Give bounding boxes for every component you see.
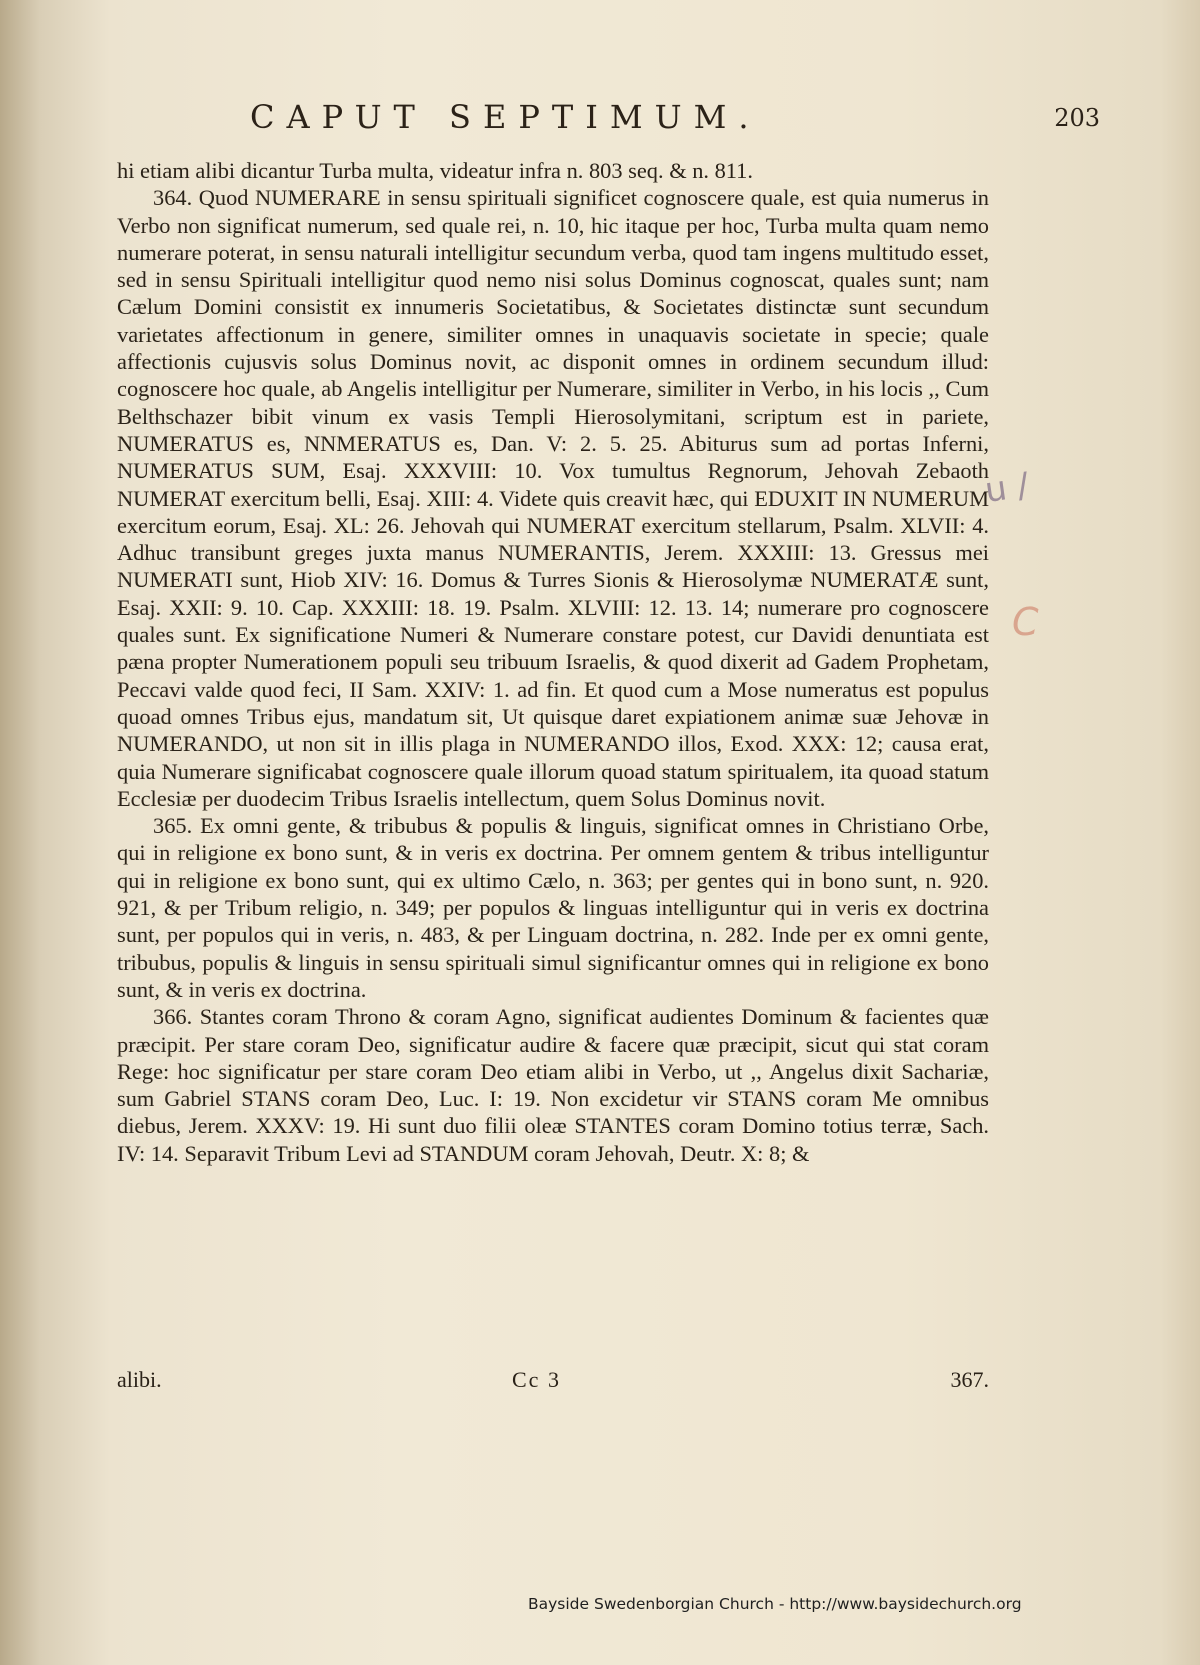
scan-credit: Bayside Swedenborgian Church - http://www.baysidechurch.org bbox=[528, 1595, 1022, 1613]
catchword: 367. bbox=[950, 1367, 989, 1392]
paragraph-366: 366. Stantes coram Throno & coram Agno, significat audientes Dominum & facientes quæ præcipit. Per stare coram Deo, significatur audire & facere quæ præcipit, sicut qui stat coram Rege: hoc significatur per stare coram Deo etiam alibi in Verbo, ut ,, Angelus dixit Sachariæ, sum Gabriel STANS coram Deo, Luc. I: 19. Non excidetur vir STANS coram Me omnibus diebus, Jerem. XXXV: 19. Hi sunt duo filii oleæ STANTES coram Domino totius terræ, Sach. IV: 14. Separavit Tribum Levi ad STANDUM coram Jehovah, Deutr. X: 8; & bbox=[117, 1004, 989, 1166]
page-number: 203 bbox=[1054, 104, 1100, 132]
margin-pencil-letter: C bbox=[1012, 600, 1039, 644]
signature-mark: Cc 3 bbox=[512, 1367, 561, 1392]
page-header bbox=[150, 98, 1100, 148]
margin-pencil-note: u / bbox=[982, 465, 1032, 511]
paragraph-365: 365. Ex omni gente, & tribubus & populis & linguis, significat omnes in Christiano Orbe, qui in religione ex bono sunt, & in veris ex doctrina. Per omnem gentem & tribus intelliguntur qui in religione ex bono sunt, qui ex ultimo Cælo, n. 363; per gentes qui in bono sunt, n. 920. 921, & per Tribum religio, n. 349; per populos & linguas intelliguntur qui in veris ex doctrina sunt, per populos qui in veris, n. 483, & per Linguam doctrina, n. 282. Inde per ex omni gente, tribubus, populis & linguis in sensu spirituali simul significantur omnes qui in religione ex bono sunt, & in veris ex doctrina. bbox=[117, 813, 989, 1002]
footer-left-word: alibi. bbox=[117, 1367, 162, 1392]
page-footer bbox=[117, 1367, 989, 1397]
body-text bbox=[117, 157, 989, 1167]
paragraph-364: 364. Quod NUMERARE in sensu spirituali significet cognoscere quale, est quia numerus in Verbo non significat numerum, sed quale rei, n. 10, hic itaque per hoc, Turba multa quam nemo numerare poterat, in sensu naturali intelligitur secundum verba, quod tam ingens multitudo esset, sed in sensu Spirituali intelligitur quod nemo nisi solus Dominus cognoscat, quales sunt; nam Cælum Domini consistit ex innumeris Societatibus, & Societates distinctæ sunt secundum varietates affectionum in genere, similiter omnes in unaquavis societate in specie; quale affectionis cujusvis solus Dominus novit, ac disponit omnes in ordinem secundum illud: cognoscere hoc quale, ab Angelis intelligitur per Numerare, similiter in Verbo, in his locis ,, Cum Belthschazer bibit vinum ex vasis Templi Hierosolymitani, scriptum est in pariete, NUMERATUS es, NNMERATUS es, Dan. V: 2. 5. 25. Abiturus sum ad portas Inferni, NUMERATUS SUM, Esaj. XXXVIII: 10. Vox tumultus Regnorum, Jehovah Zebaoth NUMERAT exercitum belli, Esaj. XIII: 4. Videte quis creavit hæc, qui EDUXIT IN NUMERUM exercitum eorum, Esaj. XL: 26. Jehovah qui NUMERAT exercitum stellarum, Psalm. XLVII: 4. Adhuc transibunt greges juxta manus NUMERANTIS, Jerem. XXXIII: 13. Gressus mei NUMERATI sunt, Hiob XIV: 16. Domus & Turres Sionis & Hierosolymæ NUMERATÆ sunt, Esaj. XXII: 9. 10. Cap. XXXIII: 18. 19. Psalm. XLVIII: 12. 13. 14; numerare pro cognoscere quales sunt. Ex significatione Numeri & Numerare constare potest, cur Davidi denuntiata est pæna propter Numerationem populi seu tribuum Israelis, & quod dixerit ad Gadem Prophetam, Peccavi valde quod feci, II Sam. XXIV: 1. ad fin. Et quod cum a Mose numeratus est populus quoad omnes Tribus ejus, mandatum sit, Ut quisque daret expiationem animæ suæ Jehovæ in NUMERANDO, ut non sit in illis plaga in NUMERANDO illos, Exod. XXX: 12; causa erat, quia Numerare significabat cognoscere quale illorum quoad statum spiritualem, ita quoad statum Ecclesiæ per duodecim Tribus Israelis intellectum, quem Solus Dominus novit. bbox=[117, 185, 989, 811]
running-title: CAPUT SEPTIMUM. bbox=[250, 98, 761, 136]
paragraph-continuation: hi etiam alibi dicantur Turba multa, videatur infra n. 803 seq. & n. 811. bbox=[117, 158, 753, 183]
